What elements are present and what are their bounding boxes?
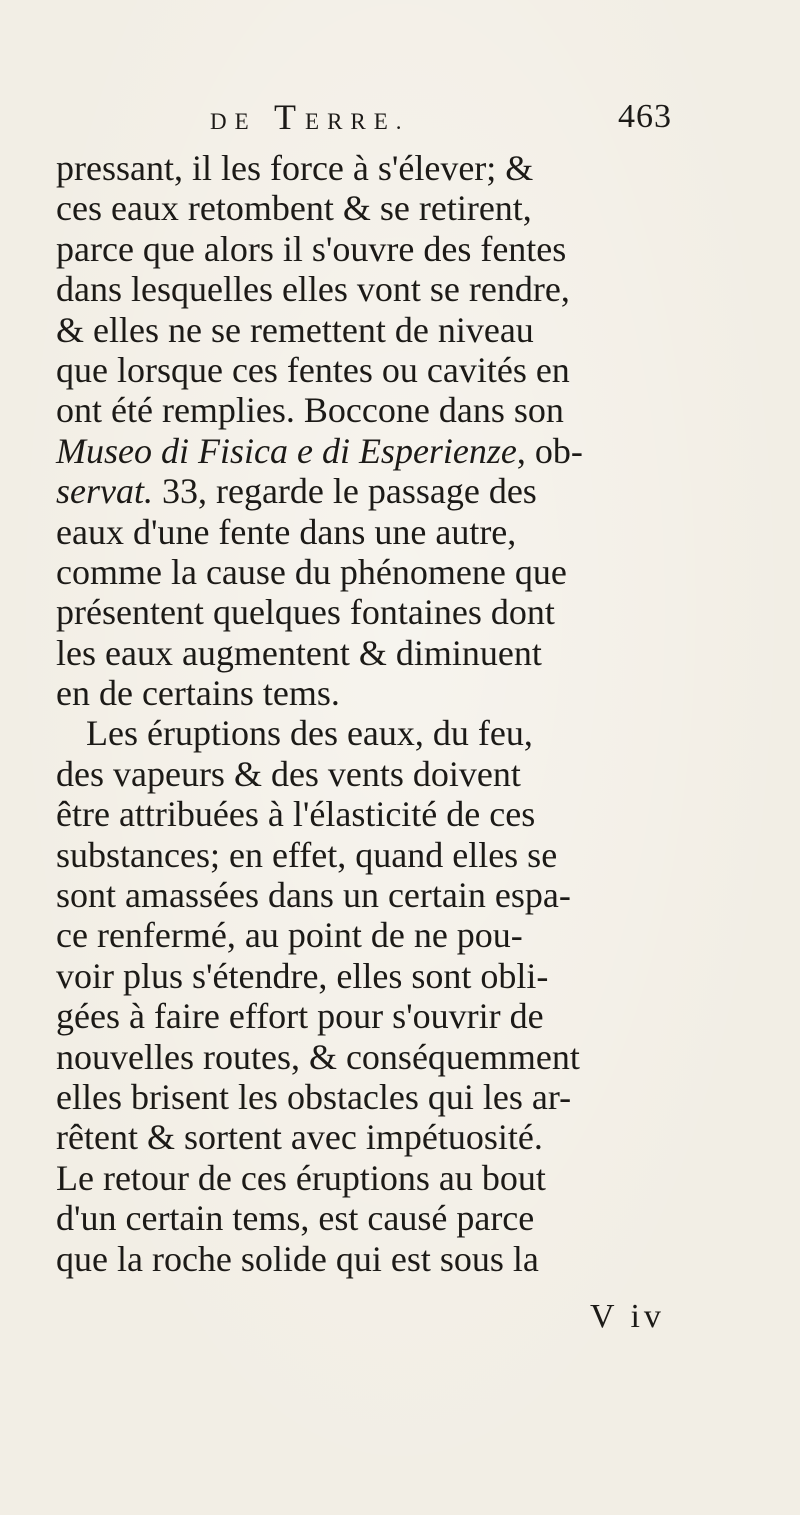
text-line: comme la cause du phénomene que — [56, 551, 567, 592]
text-line: des vapeurs & des vents doivent — [56, 753, 521, 794]
text-line: dans lesquelles elles vont se rendre, — [56, 269, 570, 310]
text-line: que lorsque ces fentes ou cavités en — [56, 349, 570, 390]
text-line: ce renfermé, au point de ne pou- — [56, 915, 523, 956]
abbreviation-italic: servat. — [56, 471, 153, 512]
text-line-rest: 33, regarde le passage des — [152, 471, 537, 512]
running-title — [210, 96, 410, 138]
running-title-rest: ERRE. — [305, 109, 410, 134]
text-line: que la roche solide qui est sous la — [56, 1238, 539, 1279]
text-line-rest: , ob- — [516, 430, 583, 471]
text-line: parce que alors il s'ouvre des fentes — [56, 228, 567, 269]
text-line: ont été remplies. Boccone dans son — [56, 390, 564, 431]
text-line: sont amassées dans un certain espa- — [56, 875, 571, 916]
running-title-prefix: DE — [210, 109, 257, 134]
text-line: & elles ne se remettent de niveau — [56, 309, 534, 350]
text-line: être attribuées à l'élasticité de ces — [56, 794, 536, 835]
text-line: présentent quelques fontaines dont — [56, 592, 555, 633]
body-text — [56, 148, 782, 1279]
page-number: 463 — [618, 98, 672, 135]
text-line: en de certains tems. — [56, 673, 340, 714]
text-line: gées à faire effort pour s'ouvrir de — [56, 996, 544, 1037]
text-line: ces eaux retombent & se retirent, — [56, 188, 532, 229]
text-line: les eaux augmentent & diminuent — [56, 632, 542, 673]
text-line: pressant, il les force à s'élever; & — [56, 148, 534, 188]
text-line: Le retour de ces éruptions au bout — [56, 1157, 546, 1198]
text-line — [56, 431, 782, 471]
text-line: d'un certain tems, est causé parce — [56, 1198, 535, 1239]
text-line: substances; en effet, quand elles se — [56, 834, 558, 875]
running-title-initial: T — [274, 97, 306, 137]
text-line — [56, 471, 782, 511]
paragraph-start-line: Les éruptions des eaux, du feu, — [86, 713, 533, 754]
text-line: nouvelles routes, & conséquemment — [56, 1036, 580, 1077]
signature-mark: V iv — [590, 1298, 665, 1335]
text-line: eaux d'une fente dans une autre, — [56, 511, 517, 552]
text-line: elles brisent les obstacles qui les ar- — [56, 1076, 572, 1117]
book-title-italic: Museo di Fisica e di Esperienze — [56, 430, 517, 471]
text-line: voir plus s'étendre, elles sont obli- — [56, 955, 549, 996]
running-header — [210, 96, 680, 146]
text-line: rêtent & sortent avec impétuosité. — [56, 1117, 543, 1158]
